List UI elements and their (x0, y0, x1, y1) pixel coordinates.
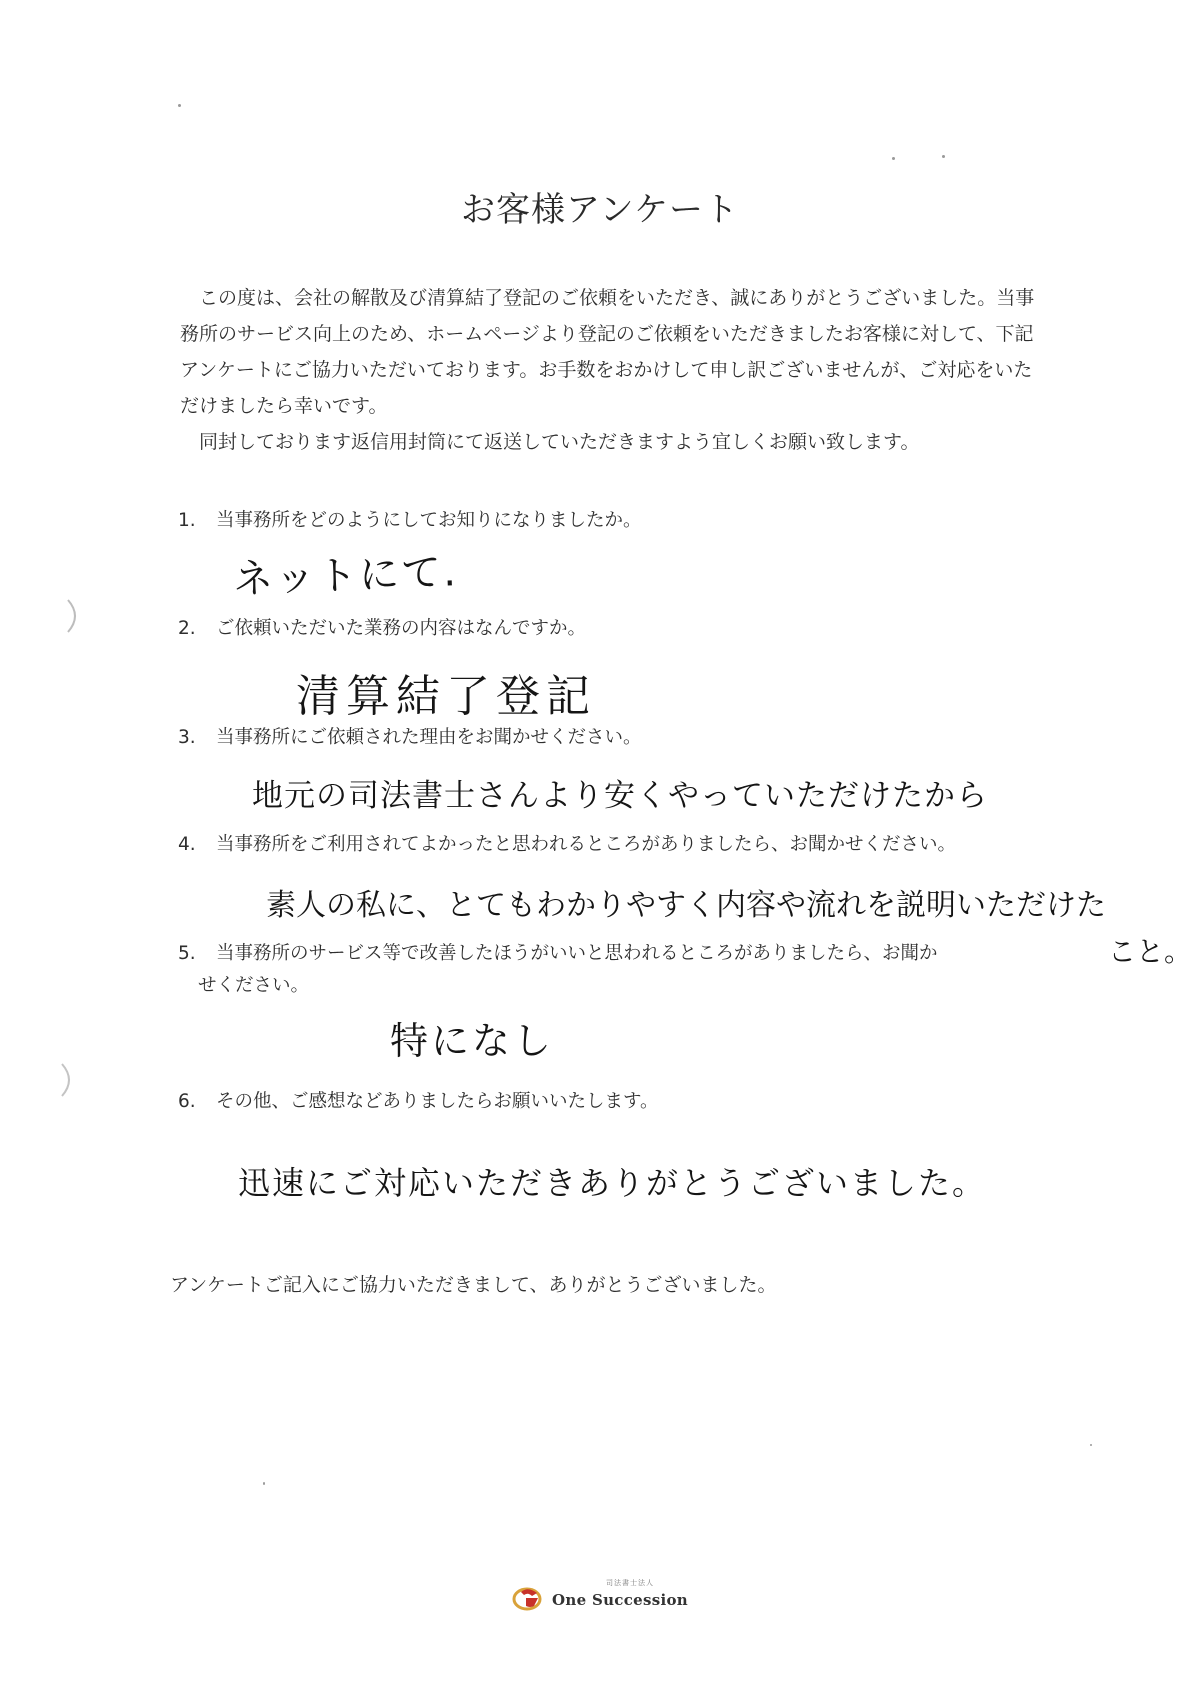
handwritten-answer-1: ネットにて. (232, 549, 459, 603)
question-1 (178, 505, 1058, 537)
one-succession-logo (512, 1578, 692, 1614)
question-number: 6. (178, 1091, 196, 1112)
scan-speck (178, 104, 181, 107)
scan-speck (1090, 1444, 1092, 1446)
question-6 (178, 1086, 1058, 1118)
question-number: 1. (178, 510, 196, 531)
one-succession-logo-mark-icon (512, 1584, 546, 1612)
question-text: 当事務所をご利用されてよかったと思われるところがありましたら、お聞かせください。 (216, 834, 957, 855)
scan-speck (892, 157, 895, 160)
logo-kana: 司法書士法人 (606, 1579, 654, 1587)
intro-paragraph: 同封しております返信用封筒にて返送していただきますよう宜しくお願い致します。 (199, 431, 920, 453)
page-title: お客様アンケート (461, 190, 739, 230)
question-5 (178, 938, 1058, 1002)
question-text: ご依頼いただいた業務の内容はなんですか。 (216, 618, 587, 639)
closing-text: アンケートご記入にご協力いただきまして、ありがとうございました。 (170, 1274, 777, 1296)
punch-hole-shadow (62, 598, 86, 634)
scan-speck (263, 1482, 265, 1485)
question-4 (178, 829, 1058, 861)
scan-speck (942, 155, 945, 158)
intro-text (180, 280, 1040, 460)
handwritten-answer-5: 特になし (390, 1019, 555, 1063)
intro-paragraph: この度は、会社の解散及び清算結了登記のご依頼をいただき、誠にありがとうございました。当事務所のサービス向上のため、ホームページより登記のご依頼をいただきましたお客様に対して、下記アンケートにご協力いただいております。お手数をおかけして申し訳ございませんが、ご対応をいただけましたら幸いです。 (180, 287, 1035, 417)
question-text: 当事務所にご依頼された理由をお聞かせください。 (216, 727, 642, 748)
question-text-continued: せください。 (198, 975, 310, 996)
logo-name: One Succession (552, 1591, 688, 1609)
handwritten-answer-4: 素人の私に、とてもわかりやすく内容や流れを説明いただけた (266, 888, 1106, 923)
question-number: 3. (178, 727, 196, 748)
handwritten-answer-2: 清算結了登記 (296, 671, 596, 722)
question-text: 当事務所をどのようにしてお知りになりましたか。 (216, 510, 642, 531)
question-text: その他、ご感想などありましたらお願いいたします。 (216, 1091, 659, 1112)
question-text: 当事務所のサービス等で改善したほうがいいと思われるところがありましたら、お聞か (216, 943, 938, 964)
question-3 (178, 722, 1058, 754)
handwritten-answer-4-cont: こと。 (1108, 935, 1193, 968)
question-number: 2. (178, 618, 196, 639)
punch-hole-shadow (56, 1062, 80, 1098)
question-number: 4. (178, 834, 196, 855)
handwritten-answer-3: 地元の司法書士さんより安くやっていただけたから (252, 778, 988, 814)
question-number: 5. (178, 943, 196, 964)
question-2 (178, 613, 1058, 645)
handwritten-answer-6: 迅速にご対応いただきありがとうございました。 (238, 1164, 987, 1202)
